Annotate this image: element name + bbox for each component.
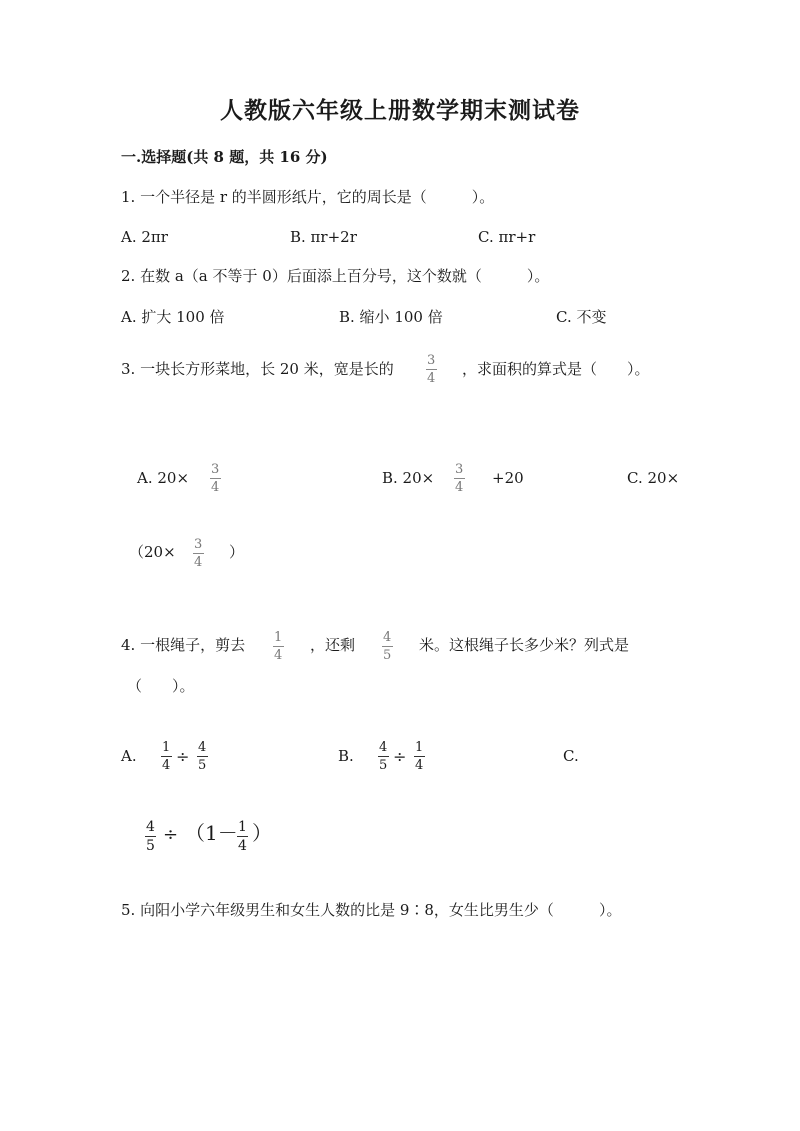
- question-3-option-c-fraction: [192, 538, 204, 569]
- question-4-option-b-fraction-2: [413, 741, 425, 772]
- fraction-numerator: 1: [415, 740, 424, 755]
- question-3-option-a-label: A. 20×: [137, 469, 190, 487]
- question-2-option-a: A. 扩大 100 倍: [121, 308, 225, 326]
- question-3-option-b-label: B. 20×: [382, 469, 435, 487]
- question-2-option-b: B. 缩小 100 倍: [339, 308, 443, 326]
- question-4-option-c-fraction-1: [144, 820, 157, 853]
- question-4-answer-blank: （ ）。: [127, 677, 195, 695]
- fraction-numerator: 3: [455, 462, 464, 477]
- question-1-option-a: A. 2πr: [121, 228, 168, 246]
- fraction-denominator: 5: [383, 648, 392, 663]
- fraction-denominator: 4: [194, 555, 203, 570]
- question-2-option-c: C. 不变: [556, 308, 607, 326]
- fraction-denominator: 4: [162, 758, 171, 773]
- question-4-option-c-divide: ÷: [163, 824, 179, 845]
- question-3-option-c-expression-end: ）: [229, 543, 245, 561]
- question-4-text-middle: ，还剩: [310, 636, 356, 654]
- fraction-denominator: 4: [238, 838, 247, 854]
- page-title: 人教版六年级上册数学期末测试卷: [220, 97, 580, 124]
- question-3-option-b-suffix: +20: [492, 469, 524, 487]
- question-3-fraction: [425, 354, 437, 385]
- question-4-option-c-paren-open: （1－: [185, 821, 238, 845]
- fraction-denominator: 4: [455, 480, 464, 495]
- question-4-option-b-fraction-1: [377, 741, 389, 772]
- fraction-denominator: 4: [415, 758, 424, 773]
- fraction-denominator: 5: [379, 758, 388, 773]
- question-4-option-a-fraction-2: [196, 741, 208, 772]
- question-4-fraction-cut: [272, 631, 284, 662]
- fraction-numerator: 3: [427, 353, 436, 368]
- question-4-text-start: 4. 一根绳子，剪去: [121, 636, 246, 654]
- question-3-option-a-fraction: [209, 463, 221, 494]
- fraction-denominator: 5: [198, 758, 207, 773]
- fraction-numerator: 4: [379, 740, 388, 755]
- question-4-option-c-fraction-2: [236, 820, 249, 853]
- question-4-option-c-paren-close: ）: [252, 821, 272, 845]
- question-4-option-c-label: C.: [563, 747, 579, 765]
- fraction-denominator: 5: [146, 838, 155, 854]
- question-1-option-c: C. πr+r: [478, 228, 536, 246]
- fraction-numerator: 3: [194, 537, 203, 552]
- question-3-text-end: ，求面积的算式是（ ）。: [462, 360, 650, 378]
- fraction-numerator: 1: [274, 630, 283, 645]
- fraction-numerator: 4: [198, 740, 207, 755]
- fraction-numerator: 3: [211, 462, 220, 477]
- question-4-option-b-divide: ÷: [393, 747, 407, 766]
- fraction-denominator: 4: [274, 648, 283, 663]
- section-heading: 一.选择题(共 8 题，共 16 分): [121, 148, 328, 166]
- question-5-text: 5. 向阳小学六年级男生和女生人数的比是 9∶8，女生比男生少（ ）。: [121, 901, 622, 919]
- question-4-fraction-remaining: [381, 631, 393, 662]
- question-3-option-b-fraction: [453, 463, 465, 494]
- question-3-text-start: 3. 一块长方形菜地，长 20 米，宽是长的: [121, 360, 394, 378]
- question-2-text: 2. 在数 a（a 不等于 0）后面添上百分号，这个数就（ ）。: [121, 267, 550, 285]
- question-4-text-end: 米。这根绳子长多少米？列式是: [419, 636, 630, 654]
- question-4-option-a-fraction-1: [160, 741, 172, 772]
- question-1-text: 1. 一个半径是 r 的半圆形纸片，它的周长是（ ）。: [121, 188, 495, 206]
- fraction-numerator: 1: [162, 740, 171, 755]
- fraction-denominator: 4: [427, 371, 436, 386]
- question-4-option-a-divide: ÷: [176, 747, 190, 766]
- question-4-option-b-label: B.: [338, 747, 354, 765]
- fraction-numerator: 4: [383, 630, 392, 645]
- fraction-denominator: 4: [211, 480, 220, 495]
- question-3-option-c-expression-start: （20×: [129, 543, 176, 561]
- question-4-option-a-label: A.: [121, 747, 137, 765]
- question-3-option-c-label: C. 20×: [627, 469, 680, 487]
- fraction-numerator: 4: [146, 819, 155, 835]
- question-1-option-b: B. πr+2r: [290, 228, 357, 246]
- fraction-numerator: 1: [238, 819, 247, 835]
